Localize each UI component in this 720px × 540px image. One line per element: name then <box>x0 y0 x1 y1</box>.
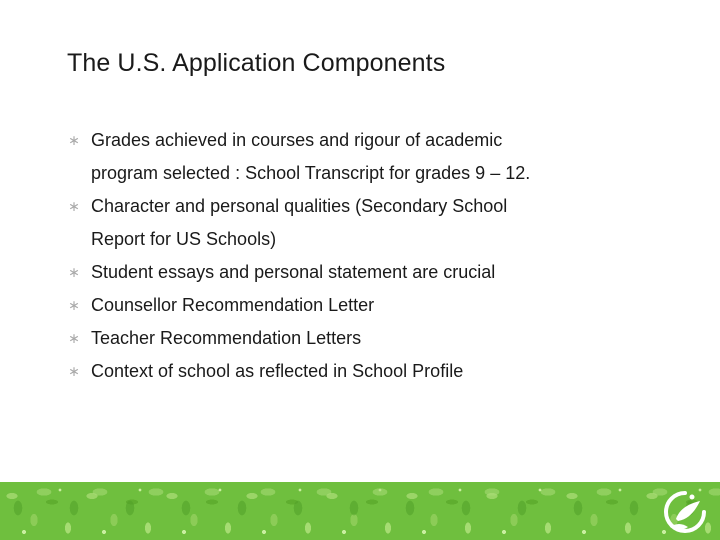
bullet-item-essays <box>66 256 626 289</box>
footer-leaf-band <box>0 482 720 540</box>
bullet-text-continued: Report for US Schools) <box>91 229 277 249</box>
asterisk-bullet-icon: ∗ <box>68 264 80 280</box>
asterisk-bullet-icon: ∗ <box>68 330 80 346</box>
bullet-list <box>66 124 626 388</box>
bullet-item-transcript <box>66 124 626 190</box>
bullet-item-counsellor <box>66 289 626 322</box>
bullet-text-continued: program selected : School Transcript for grades 9 – 12. <box>91 163 531 183</box>
slide-title: The U.S. Application Components <box>67 49 446 77</box>
bullet-text: Character and personal qualities (Secondary School <box>91 196 508 216</box>
leaf-swirl-logo-icon <box>662 489 708 535</box>
bullet-item-character <box>66 190 626 256</box>
asterisk-bullet-icon: ∗ <box>68 132 80 148</box>
bullet-text: Teacher Recommendation Letters <box>91 328 362 348</box>
asterisk-bullet-icon: ∗ <box>68 297 80 313</box>
bullet-item-teacher <box>66 322 626 355</box>
bullet-text: Student essays and personal statement are crucial <box>91 262 496 282</box>
asterisk-bullet-icon: ∗ <box>68 363 80 379</box>
bullet-text: Grades achieved in courses and rigour of academic <box>91 130 503 150</box>
bullet-text: Counsellor Recommendation Letter <box>91 295 375 315</box>
bullet-text: Context of school as reflected in School Profile <box>91 361 464 381</box>
bullet-item-school-profile <box>66 355 626 388</box>
asterisk-bullet-icon: ∗ <box>68 198 80 214</box>
